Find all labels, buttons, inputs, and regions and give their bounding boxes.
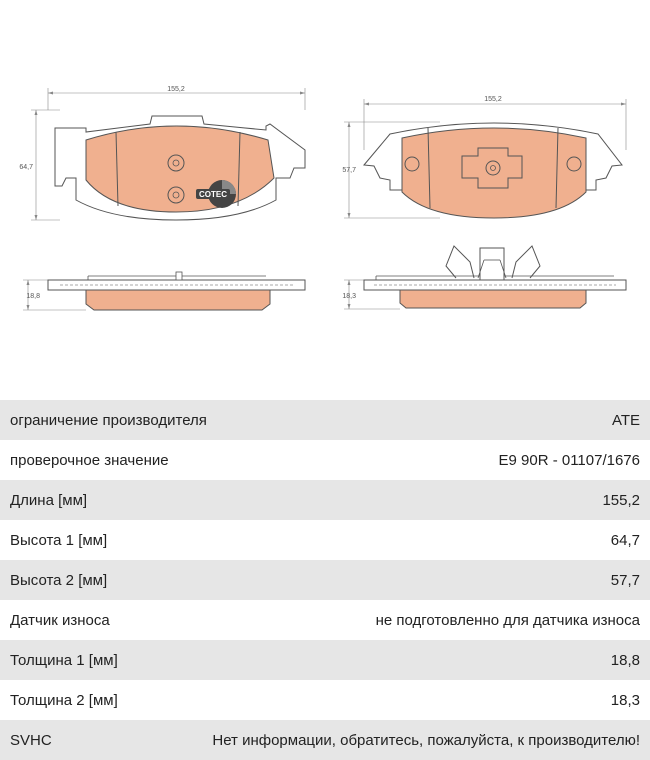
- spec-row-thickness-2: [0, 680, 650, 720]
- spec-label: Толщина 2 [мм]: [10, 691, 118, 709]
- spec-value: 57,7: [610, 571, 640, 589]
- spec-value: 64,7: [610, 531, 640, 549]
- spec-value: 155,2: [602, 491, 640, 509]
- front-pad-side-view: [23, 272, 305, 310]
- spec-label: Длина [мм]: [10, 491, 88, 509]
- spec-label: Высота 2 [мм]: [10, 571, 108, 589]
- spec-row-svhc: [0, 720, 650, 760]
- back-pad-side-view: [342, 246, 626, 309]
- spec-table: [0, 400, 650, 760]
- spec-row-length: [0, 480, 650, 520]
- spec-value: ATE: [611, 411, 640, 429]
- front-pad-view: [19, 86, 305, 220]
- spec-row-thickness-1: [0, 640, 650, 680]
- spec-label: ограничение производителя: [10, 411, 207, 429]
- spec-label: Высота 1 [мм]: [10, 531, 108, 549]
- spec-row-manufacturer-restriction: [0, 400, 650, 440]
- back-pad-view: [342, 96, 626, 218]
- back-length-dim: 155,2: [484, 96, 502, 103]
- spec-value: не подготовленно для датчика износа: [375, 611, 640, 629]
- front-height-dim: 64,7: [19, 164, 33, 171]
- spec-row-height-1: [0, 520, 650, 560]
- front-length-dim: 155,2: [167, 86, 185, 93]
- back-height-dim: 57,7: [342, 167, 356, 174]
- spec-label: SVHC: [10, 731, 52, 749]
- back-thickness-dim: 18,3: [342, 293, 356, 300]
- spec-value: E9 90R - 01107/1676: [498, 451, 640, 469]
- spec-label: Толщина 1 [мм]: [10, 651, 118, 669]
- spec-row-test-value: [0, 440, 650, 480]
- spec-value: Нет информации, обратитесь, пожалуйста, к производителю!: [212, 731, 640, 749]
- spec-label: проверочное значение: [10, 451, 169, 469]
- spec-row-height-2: [0, 560, 650, 600]
- spec-value: 18,8: [610, 651, 640, 669]
- spec-value: 18,3: [610, 691, 640, 709]
- spec-row-wear-sensor: [0, 600, 650, 640]
- logo-text: COTEC: [199, 190, 227, 199]
- spec-label: Датчик износа: [10, 611, 110, 629]
- front-thickness-dim: 18,8: [26, 293, 40, 300]
